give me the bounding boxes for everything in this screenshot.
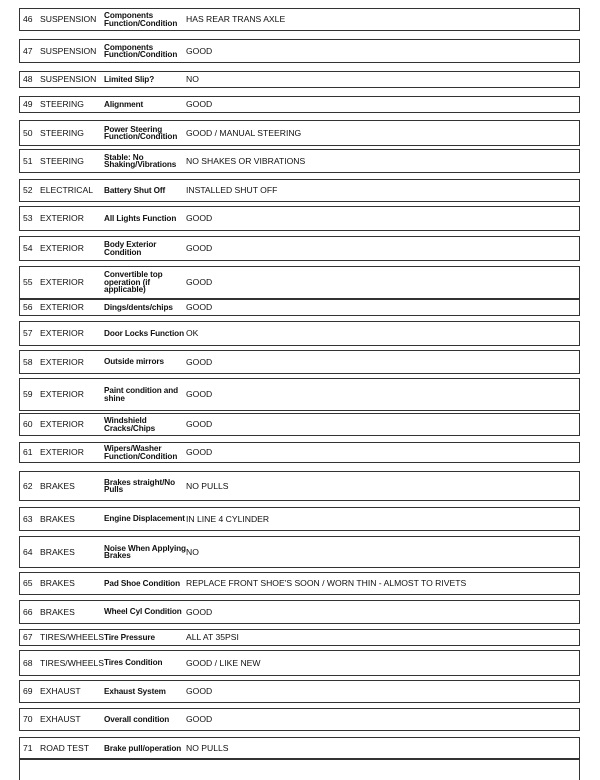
row-category: EXTERIOR <box>40 328 84 339</box>
row-item: Components Function/Condition <box>104 11 178 28</box>
row-value: GOOD <box>186 302 213 313</box>
row-number: 49 <box>23 99 33 110</box>
row-item: Alignment <box>104 99 144 109</box>
table-row <box>19 179 580 202</box>
row-value: GOOD <box>186 686 213 697</box>
table-row <box>19 266 580 299</box>
table-row <box>19 8 580 31</box>
row-category: EXTERIOR <box>40 302 84 313</box>
table-row <box>19 413 580 436</box>
row-number: 69 <box>23 686 33 697</box>
row-value: NO SHAKES OR VIBRATIONS <box>186 155 306 166</box>
row-item: Tires Condition <box>104 658 163 668</box>
row-category: ELECTRICAL <box>40 185 94 196</box>
table-row <box>19 149 580 173</box>
row-value: GOOD <box>186 714 213 725</box>
row-value: GOOD <box>186 356 213 367</box>
row-value: GOOD <box>186 389 213 400</box>
row-item: Battery Shut Off <box>104 185 166 195</box>
row-item: Overall condition <box>104 714 170 724</box>
row-item: Tire Pressure <box>104 632 155 642</box>
row-value: GOOD <box>186 277 213 288</box>
table-row <box>19 536 580 568</box>
row-number: 66 <box>23 606 33 617</box>
row-number: 54 <box>23 243 33 254</box>
row-item: Brake pull/operation <box>104 743 182 753</box>
table-row <box>19 206 580 231</box>
row-number: 56 <box>23 302 33 313</box>
row-item: Noise When Applying Brakes <box>104 543 186 560</box>
row-category: TIRES/WHEELS <box>40 657 104 668</box>
table-row <box>19 378 580 411</box>
row-number: 67 <box>23 632 33 643</box>
row-number: 46 <box>23 14 33 25</box>
row-category: EXHAUST <box>40 714 81 725</box>
row-item: Limited Slip? <box>104 74 155 84</box>
row-value: NO <box>186 74 199 85</box>
row-value: INSTALLED SHUT OFF <box>186 185 278 196</box>
row-number: 61 <box>23 447 33 458</box>
row-item: Exhaust System <box>104 686 166 696</box>
row-item: All Lights Function <box>104 213 177 223</box>
row-item: Convertible top operation (if applicable) <box>104 270 163 295</box>
row-category: STEERING <box>40 99 84 110</box>
row-value: GOOD <box>186 213 213 224</box>
row-category: EXTERIOR <box>40 213 84 224</box>
row-number: 64 <box>23 546 33 557</box>
row-number: 52 <box>23 185 33 196</box>
row-item: Windshield Cracks/Chips <box>104 416 156 433</box>
row-value: HAS REAR TRANS AXLE <box>186 14 286 25</box>
table-row <box>19 600 580 624</box>
row-value: GOOD / MANUAL STEERING <box>186 127 302 138</box>
row-value: GOOD <box>186 99 213 110</box>
table-row <box>19 650 580 676</box>
row-number: 60 <box>23 419 33 430</box>
row-category: STEERING <box>40 127 84 138</box>
row-value: ALL AT 35PSI <box>186 632 239 643</box>
table-row <box>19 629 580 646</box>
row-number: 51 <box>23 155 33 166</box>
row-category: BRAKES <box>40 606 75 617</box>
row-value: NO PULLS <box>186 480 229 491</box>
table-row <box>19 39 580 63</box>
row-item: Wheel Cyl Condition <box>104 607 182 617</box>
row-number: 48 <box>23 74 33 85</box>
row-category: SUSPENSION <box>40 45 97 56</box>
row-item: Paint condition and shine <box>104 386 179 403</box>
row-number: 50 <box>23 127 33 138</box>
row-item: Power Steering Function/Condition <box>104 124 178 141</box>
row-value: GOOD <box>186 419 213 430</box>
row-category: EXTERIOR <box>40 447 84 458</box>
table-row <box>19 708 580 731</box>
row-number: 71 <box>23 743 33 754</box>
table-row <box>19 350 580 374</box>
row-item: Outside mirrors <box>104 357 164 367</box>
row-item: Engine Displacement <box>104 514 185 524</box>
row-category: BRAKES <box>40 513 75 524</box>
row-number: 62 <box>23 480 33 491</box>
row-category: EXHAUST <box>40 686 81 697</box>
row-value: OK <box>186 328 199 339</box>
table-row <box>19 120 580 146</box>
row-category: ROAD TEST <box>40 743 90 754</box>
row-value: GOOD / LIKE NEW <box>186 657 261 668</box>
row-item: Stable: No Shaking/Vibrations <box>104 152 177 169</box>
row-value: GOOD <box>186 45 213 56</box>
row-item: Door Locks Function <box>104 328 184 338</box>
row-value: NO <box>186 546 199 557</box>
table-row <box>19 737 580 760</box>
row-number: 63 <box>23 513 33 524</box>
row-value: GOOD <box>186 447 213 458</box>
table-row <box>19 299 580 316</box>
table-row <box>19 442 580 463</box>
row-number: 59 <box>23 389 33 400</box>
row-number: 58 <box>23 356 33 367</box>
row-category: EXTERIOR <box>40 419 84 430</box>
row-number: 68 <box>23 657 33 668</box>
row-number: 55 <box>23 277 33 288</box>
row-category: EXTERIOR <box>40 356 84 367</box>
row-category: EXTERIOR <box>40 243 84 254</box>
row-number: 57 <box>23 328 33 339</box>
table-row <box>19 680 580 703</box>
row-number: 47 <box>23 45 33 56</box>
next-row-partial <box>19 758 580 780</box>
table-row <box>19 321 580 346</box>
row-category: EXTERIOR <box>40 389 84 400</box>
row-value: GOOD <box>186 243 213 254</box>
row-category: EXTERIOR <box>40 277 84 288</box>
row-category: STEERING <box>40 155 84 166</box>
table-row <box>19 507 580 531</box>
row-value: IN LINE 4 CYLINDER <box>186 513 270 524</box>
row-item: Pad Shoe Condition <box>104 578 180 588</box>
table-row <box>19 236 580 261</box>
row-value: GOOD <box>186 606 213 617</box>
row-number: 70 <box>23 714 33 725</box>
row-item: Body Exterior Condition <box>104 240 157 257</box>
table-row <box>19 471 580 501</box>
row-category: BRAKES <box>40 546 75 557</box>
row-category: SUSPENSION <box>40 14 97 25</box>
table-row <box>19 572 580 595</box>
row-value: REPLACE FRONT SHOE'S SOON / WORN THIN - ALMOST TO RIVETS <box>186 578 467 589</box>
row-item: Dings/dents/chips <box>104 302 173 312</box>
table-row <box>19 71 580 88</box>
row-item: Components Function/Condition <box>104 42 178 59</box>
row-value: NO PULLS <box>186 743 229 754</box>
row-item: Brakes straight/No Pulls <box>104 477 176 494</box>
table-row <box>19 96 580 113</box>
row-number: 65 <box>23 578 33 589</box>
row-category: BRAKES <box>40 480 75 491</box>
row-category: TIRES/WHEELS <box>40 632 104 643</box>
row-number: 53 <box>23 213 33 224</box>
row-category: SUSPENSION <box>40 74 97 85</box>
row-item: Wipers/Washer Function/Condition <box>104 444 178 461</box>
row-category: BRAKES <box>40 578 75 589</box>
